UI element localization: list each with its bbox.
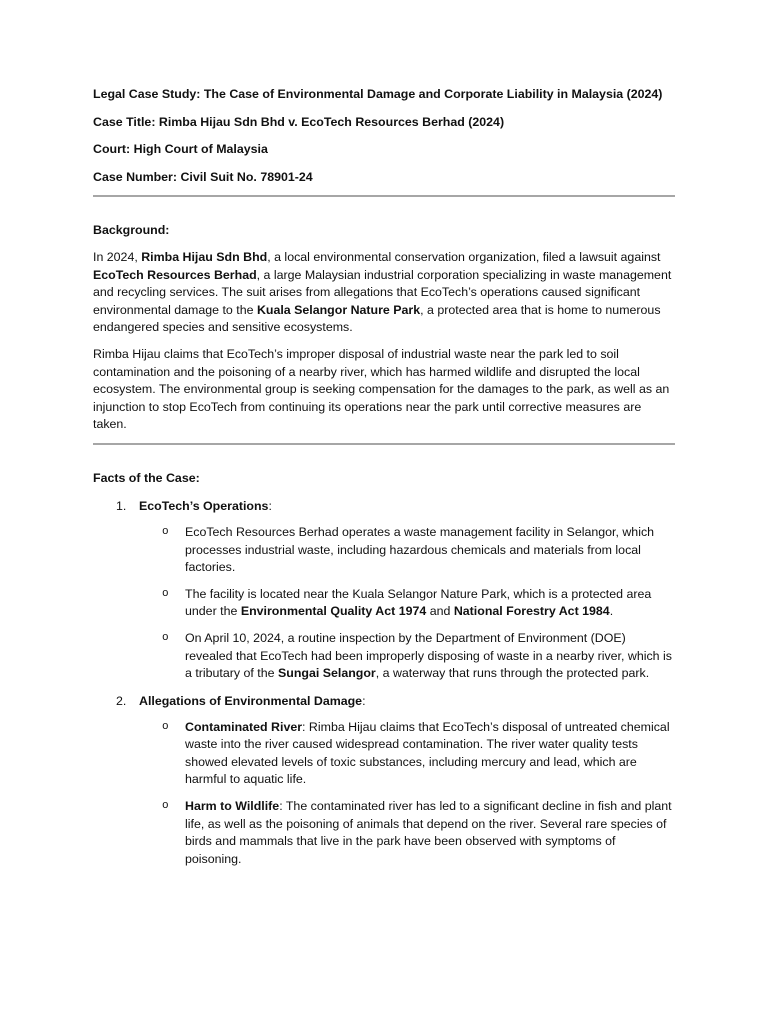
list-item-text: EcoTech Resources Berhad operates a waste management facility in Selangor, which processes industrial waste, including hazardous chemicals and materials from local factories. — [185, 524, 655, 575]
fact-item-operations — [93, 497, 675, 683]
defendant-name: EcoTech Resources Berhad — [93, 267, 257, 282]
text-run: On April 10, 2024, a routine inspection by the Department of Environment (DOE) revealed that EcoTech had been improperly disposing of waste in a nearby river, which is a tributary of the — [185, 630, 672, 681]
section-divider — [93, 443, 675, 445]
text-run: : Rimba Hijau claims that EcoTech’s disposal of untreated chemical waste into the river caused widespread contamination. The river water quality tests showed elevated levels of toxic substances, including mercury and lead, which are harmful to aquatic life. — [185, 719, 670, 787]
list-item — [139, 719, 675, 789]
text-run: and — [426, 604, 454, 619]
text-run: , a waterway that runs through the protected park. — [375, 666, 650, 681]
allegation-label: Contaminated River — [185, 719, 303, 734]
list-number: 1. — [116, 498, 127, 513]
list-item — [139, 524, 675, 577]
case-title-line — [93, 113, 675, 131]
bullet-o-icon: o — [162, 631, 169, 644]
bullet-o-icon: o — [162, 720, 169, 733]
fact-title-colon: : — [362, 693, 366, 708]
park-name: Kuala Selangor Nature Park — [256, 302, 421, 317]
fact-title-text: Allegations of Environmental Damage — [139, 693, 363, 708]
case-title-value: : Rimba Hijau Sdn Bhd v. EcoTech Resources Berhad (2024) — [151, 114, 505, 129]
list-number: 2. — [116, 693, 127, 708]
facts-heading: Facts of the Case: — [93, 470, 200, 485]
river-name: Sungai Selangor — [277, 666, 376, 681]
study-title: Legal Case Study: The Case of Environmental Damage and Corporate Liability in Malaysia (2024) — [93, 87, 663, 101]
sub-list — [139, 719, 675, 869]
act-name: National Forestry Act 1984 — [453, 604, 610, 619]
fact-item-allegations — [93, 692, 675, 869]
fact-title-text: EcoTech’s Operations — [139, 498, 269, 513]
sub-list — [139, 524, 675, 683]
text-run: In 2024, — [93, 250, 142, 264]
bullet-o-icon: o — [162, 800, 169, 813]
section-divider — [93, 195, 675, 197]
court-line — [93, 140, 675, 158]
facts-list — [93, 497, 675, 869]
act-name: Environmental Quality Act 1974 — [240, 604, 427, 619]
case-number-line — [93, 168, 675, 186]
text-run: : The contaminated river has led to a significant decline in fish and plant life, as well as the poisoning of animals that depend on the river. Several rare species of birds and mammals that live in the park have been observed with symptoms of poisoning. — [185, 799, 672, 866]
case-number-label: Case Number — [93, 169, 173, 184]
text-run: , a local environmental conservation organization, filed a lawsuit against — [267, 250, 661, 264]
bullet-o-icon: o — [162, 525, 169, 538]
plaintiff-name: Rimba Hijau Sdn Bhd — [141, 250, 268, 264]
court-value: : High Court of Malaysia — [126, 142, 268, 156]
fact-title — [139, 692, 675, 710]
case-number-value: : Civil Suit No. 78901-24 — [172, 169, 313, 184]
text-run: , a large Malaysian industrial corporation specializing in waste management and recycling services. The suit arises from allegations that EcoTech’s operations caused significant environmental damage to the — [93, 267, 672, 317]
text-run: The facility is located near the Kuala Selangor Nature Park, which is a protected area under the — [185, 586, 652, 619]
text-run: , a protected area that is home to numerous endangered species and sensitive ecosystems. — [93, 302, 661, 335]
court-label: Court — [93, 142, 127, 156]
text-run: . — [609, 604, 614, 619]
allegation-label: Harm to Wildlife — [185, 799, 280, 814]
list-item — [139, 586, 675, 621]
list-item — [139, 798, 675, 868]
bullet-o-icon: o — [162, 587, 169, 600]
case-title-label: Case Title — [93, 114, 152, 129]
background-heading: Background: — [93, 223, 170, 237]
list-item — [139, 630, 675, 683]
fact-title — [139, 497, 675, 515]
background-paragraph-1 — [93, 249, 675, 337]
fact-title-colon: : — [268, 498, 272, 513]
background-paragraph-2: Rimba Hijau claims that EcoTech’s improper disposal of industrial waste near the park led to soil contamination and the poisoning of a nearby river, which has harmed wildlife and disrupted the local ecosystem. The environmental group is seeking compensation for the damages to the park, as well as an injunction to stop EcoTech from continuing its operations near the park until corrective measures are taken. — [93, 346, 670, 432]
